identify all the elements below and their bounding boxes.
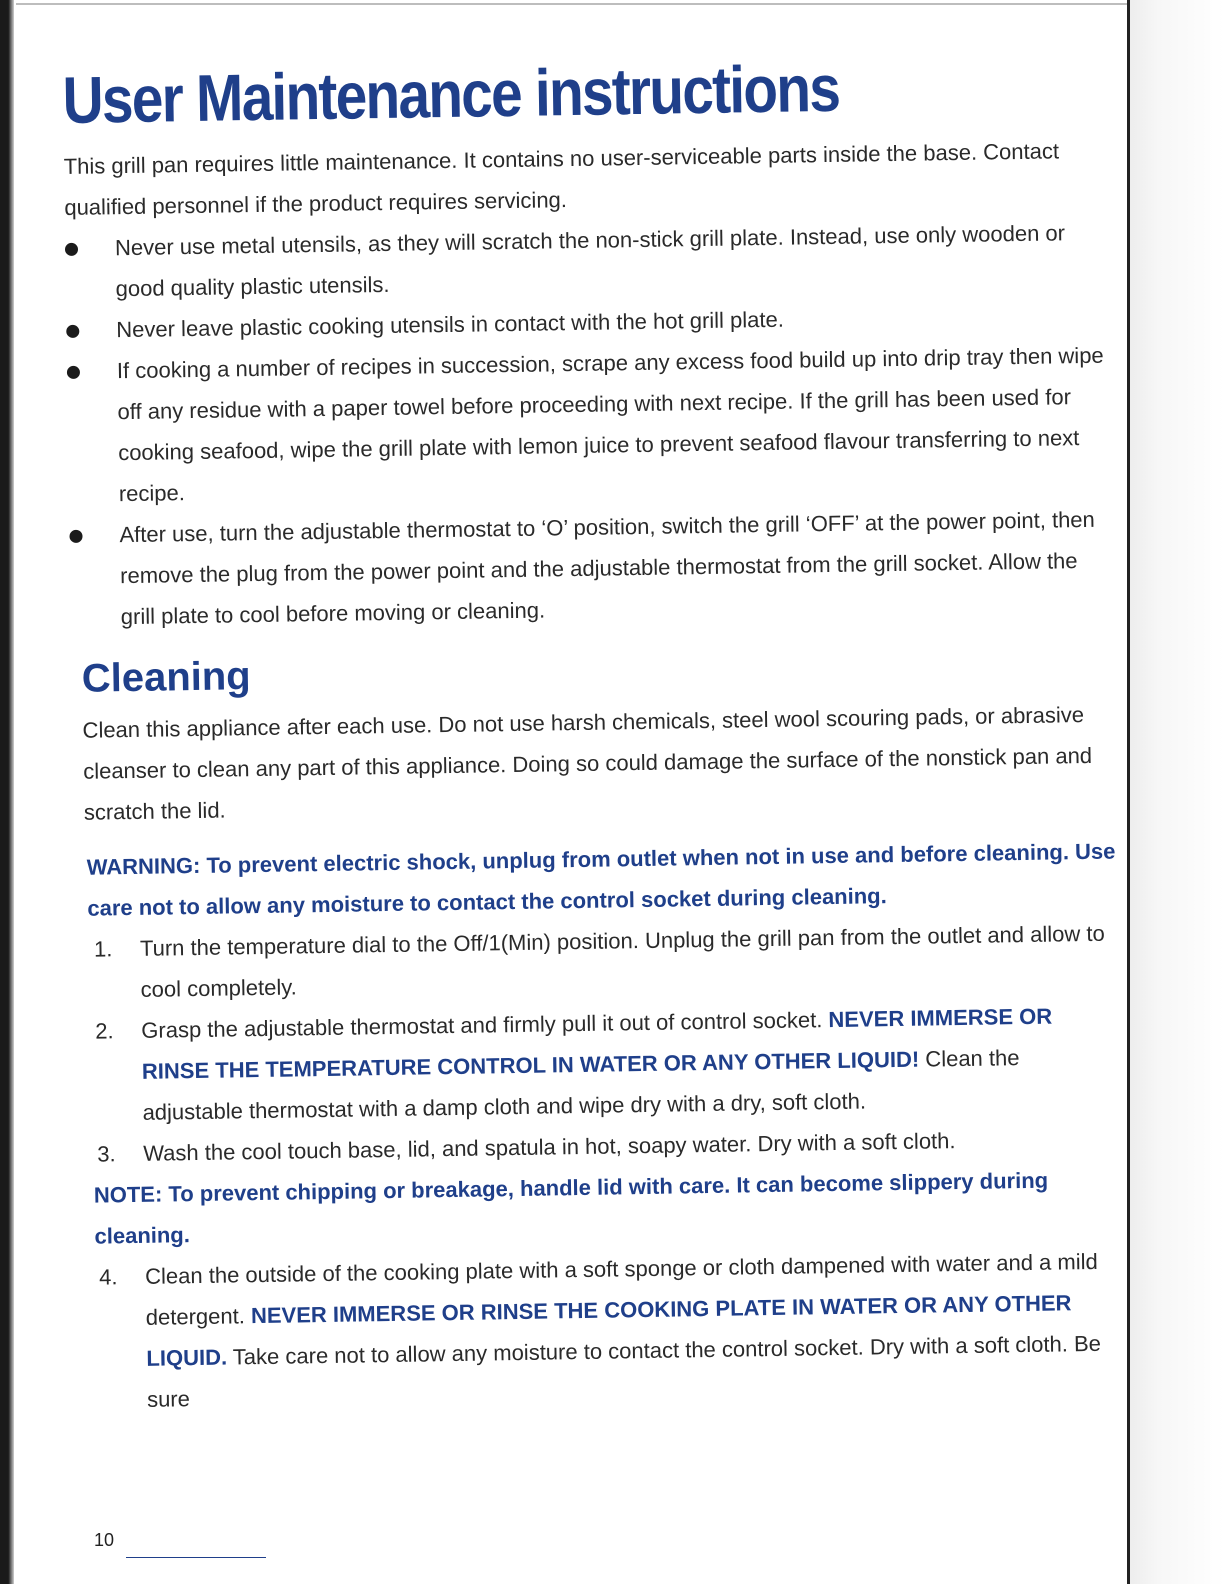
tip-text: If cooking a number of recipes in succession, scrape any excess food build up into drip tray then wipe off any residue with a paper towel before proceeding with next recipe. If the grill has been used for cooking seafood, wipe the grill plate with lemon juice to prevent seafood flavour transferring to next recipe. [116, 342, 1104, 507]
list-item [67, 335, 1115, 515]
cleaning-steps-list [76, 912, 1126, 1174]
bullet-icon [67, 366, 80, 379]
tip-text: After use, turn the adjustable thermostat to ‘O’ position, switch the grill ‘OFF’ at the power point, then remove the plug from the power point and the adjustable thermostat from the grill socket. Allow the grill plate to cool before moving or cleaning. [119, 506, 1095, 630]
cleaning-steps-list-continued [81, 1240, 1129, 1420]
intro-paragraph: This grill pan requires little maintenance. It contains no user-serviceable parts inside the base. Contact qualified personnel if the product requires servicing. [63, 138, 1060, 220]
step-caution: NEVER IMMERSE OR RINSE THE COOKING PLATE IN WATER OR ANY OTHER LIQUID. [146, 1290, 1072, 1371]
step-number: 4. [98, 1264, 118, 1290]
page-title: User Maintenance instructions [62, 50, 840, 137]
list-item [69, 499, 1117, 638]
page-fold-shadow [1127, 0, 1224, 1584]
step-tail-text: Take care not to allow any moisture to contact the control socket. Dry with a soft cloth. Be sure [146, 1330, 1102, 1412]
list-item [91, 994, 1125, 1133]
top-rule [16, 3, 1131, 5]
tip-text: Never use metal utensils, as they will scratch the non-stick grill plate. Instead, use only wooden or good quality plastic utensils. [114, 220, 1066, 302]
page-binding-edge [0, 0, 14, 1584]
tip-text: Never leave plastic cooking utensils in contact with the hot grill plate. [116, 306, 785, 343]
step-text: Clean the outside of the cooking plate with a soft sponge or cloth dampened with water and a mild detergent. [144, 1248, 1098, 1330]
cleaning-paragraph: Clean this appliance after each use. Do not use harsh chemicals, steel wool scouring pads, or abrasive cleanser to clean any part of this appliance. Doing so could damage the surface of the nonstick pan and scratch the lid. [82, 702, 1093, 825]
step-text: Turn the temperature dial to the Off/1(Min) position. Unplug the grill pan from the outlet and allow to cool completely. [139, 920, 1105, 1002]
bullet-icon [69, 530, 82, 543]
bullet-icon [65, 243, 78, 256]
warning-text: WARNING: To prevent electric shock, unplug from outlet when not in use and before cleaning. Use care not to allow any moisture to contact the control socket during cleaning. [86, 838, 1116, 921]
cleaning-heading: Cleaning [81, 654, 251, 701]
step-text: Grasp the adjustable thermostat and firmly pull it out of control socket. [141, 1007, 823, 1043]
maintenance-tips-list [65, 212, 1117, 638]
step-number: 3. [97, 1141, 116, 1167]
list-item [95, 1240, 1129, 1420]
page-content [62, 42, 1129, 1421]
bullet-icon [66, 325, 79, 338]
footer-rule [126, 1557, 266, 1558]
step-caution: NEVER IMMERSE OR RINSE THE TEMPERATURE CONTROL IN WATER OR ANY OTHER LIQUID! [141, 1003, 1053, 1084]
step-number: 1. [93, 936, 113, 962]
page-number: 10 [94, 1530, 115, 1550]
note-text: NOTE: To prevent chipping or breakage, handle lid with care. It can become slippery during cleaning. [93, 1167, 1049, 1249]
step-number: 2. [95, 1018, 114, 1044]
step-text: Wash the cool touch base, lid, and spatula in hot, soapy water. Dry with a soft cloth. [143, 1128, 956, 1166]
step-tail-text: Clean the adjustable thermostat with a damp cloth and wipe dry with a dry, soft cloth. [142, 1045, 1020, 1125]
